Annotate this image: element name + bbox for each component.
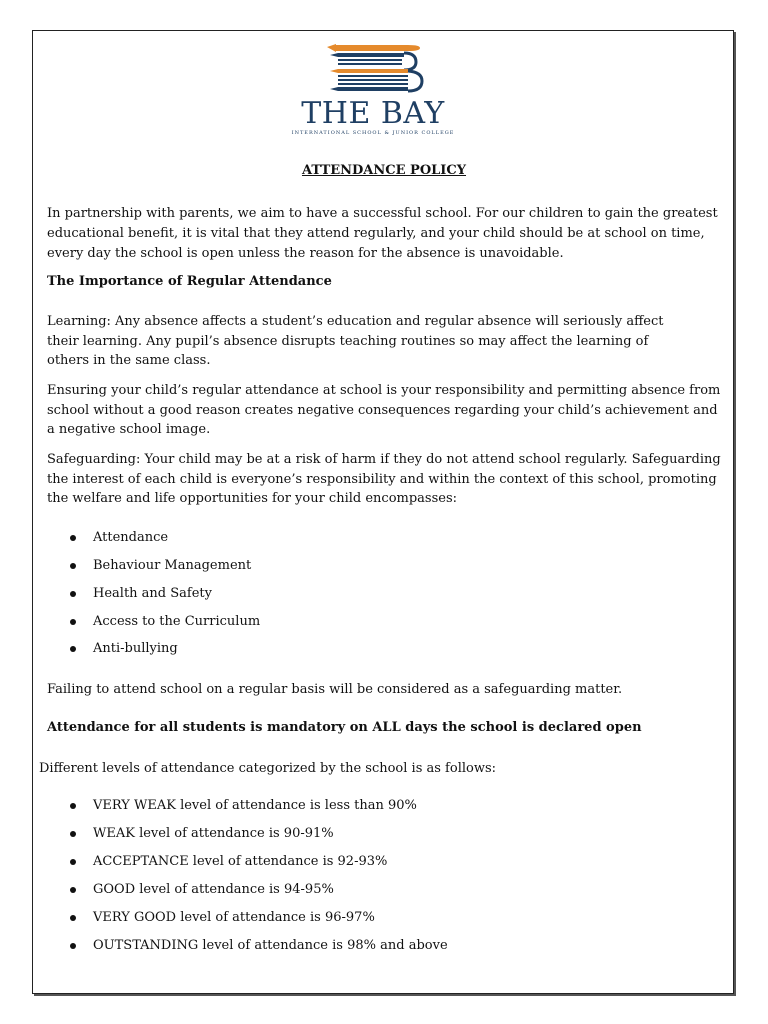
level-item: VERY GOOD level of attendance is 96-97% [93, 910, 375, 925]
mandatory-statement: Attendance for all students is mandatory on ALL days the school is declared open [47, 720, 642, 735]
ensuring-line-3: a negative school image. [47, 422, 211, 437]
list-item: Behaviour Management [93, 558, 252, 573]
levels-intro: Different levels of attendance categorized by the school is as follows: [39, 761, 497, 776]
intro-line-2: educational benefit, it is vital that they attend regularly, and your child should be at school on time, [47, 226, 705, 241]
logo-name: THE BAY [301, 96, 445, 131]
bullet-icon [70, 887, 76, 893]
failing-statement: Failing to attend school on a regular basis will be considered as a safeguarding matter. [47, 682, 623, 697]
bullet-icon [70, 619, 76, 625]
learning-line-2: their learning. Any pupil’s absence disrupts teaching routines so may affect the learning of [47, 334, 649, 349]
bullet-icon [70, 535, 76, 541]
page-title: ATTENDANCE POLICY [301, 163, 467, 178]
logo-book-b-icon [290, 44, 456, 100]
importance-heading: The Importance of Regular Attendance [47, 274, 332, 289]
ensuring-line-2: school without a good reason creates negative consequences regarding your child’s achievement and [47, 403, 718, 418]
learning-line-1: Learning: Any absence affects a student’s education and regular absence will seriously affect [47, 314, 664, 329]
level-item: VERY WEAK level of attendance is less than 90% [93, 798, 417, 813]
school-logo [290, 44, 456, 140]
logo-subtitle: INTERNATIONAL SCHOOL & JUNIOR COLLEGE [291, 130, 455, 136]
intro-line-3: every day the school is open unless the reason for the absence is unavoidable. [47, 246, 564, 261]
level-item: WEAK level of attendance is 90-91% [93, 826, 334, 841]
bullet-icon [70, 563, 76, 569]
bullet-icon [70, 915, 76, 921]
bullet-icon [70, 591, 76, 597]
bullet-icon [70, 943, 76, 949]
safeguarding-line-2: the interest of each child is everyone’s responsibility and within the context of this school, promoting [47, 472, 717, 487]
bullet-icon [70, 859, 76, 865]
safeguarding-line-3: the welfare and life opportunities for your child encompasses: [47, 491, 458, 506]
list-item: Anti-bullying [93, 641, 178, 656]
page-border-shadow-bottom [34, 994, 736, 996]
list-item: Health and Safety [93, 586, 212, 601]
ensuring-line-1: Ensuring your child’s regular attendance at school is your responsibility and permitting absence from [47, 383, 721, 398]
bullet-icon [70, 831, 76, 837]
level-item: GOOD level of attendance is 94-95% [93, 882, 334, 897]
bullet-icon [70, 803, 76, 809]
list-item: Access to the Curriculum [93, 614, 261, 629]
intro-line-1: In partnership with parents, we aim to have a successful school. For our children to gain the greatest [47, 206, 718, 221]
bullet-icon [70, 646, 76, 652]
list-item: Attendance [93, 530, 169, 545]
safeguarding-line-1: Safeguarding: Your child may be at a risk of harm if they do not attend school regularly. Safeguarding [47, 452, 721, 467]
level-item: ACCEPTANCE level of attendance is 92-93% [93, 854, 388, 869]
learning-line-3: others in the same class. [47, 353, 211, 368]
level-item: OUTSTANDING level of attendance is 98% and above [93, 938, 448, 953]
